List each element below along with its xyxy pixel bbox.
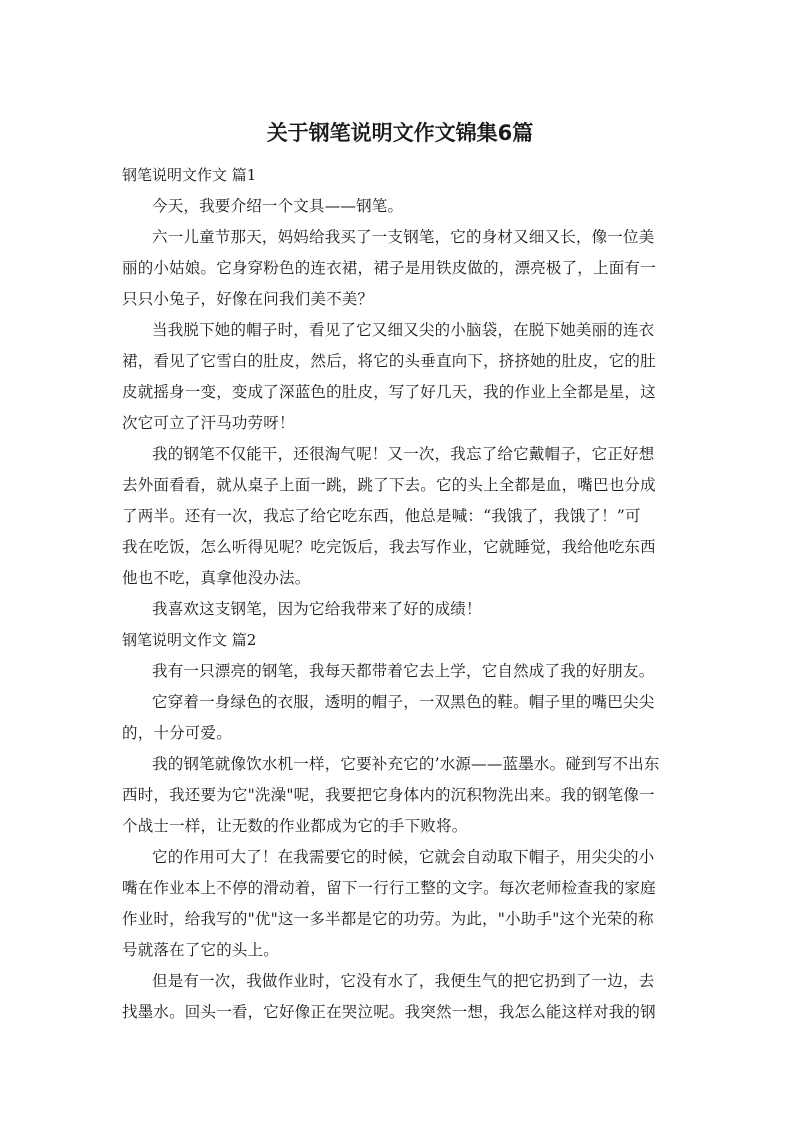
paragraph-line: 次它可立了汗马功劳呀！ bbox=[122, 414, 295, 432]
section-heading: 钢笔说明文作文 篇1 bbox=[122, 166, 257, 184]
paragraph-line: 但是有一次，我做作业时，它没有水了，我便生气的把它扔到了一边，去 bbox=[152, 972, 655, 990]
paragraph-line: 个战士一样，让无数的作业都成为它的手下败将。 bbox=[122, 817, 468, 835]
paragraph bbox=[122, 191, 678, 222]
paragraph-line: 了两半。还有一次，我忘了给它吃东西，他总是喊：“我饿了，我饿了！”可 bbox=[122, 507, 641, 525]
page-title: 关于钢笔说明文作文锦集6篇 bbox=[266, 121, 534, 145]
paragraph-line: 我喜欢这支钢笔，因为它给我带来了好的成绩！ bbox=[152, 600, 482, 618]
paragraph-line: 我的钢笔不仅能干，还很淘气呢！又一次，我忘了给它戴帽子，它正好想 bbox=[152, 445, 655, 463]
paragraph bbox=[122, 687, 678, 749]
paragraph bbox=[122, 315, 678, 439]
paragraph-line: 西时，我还要为它"洗澡"呢，我要把它身体内的沉积物洗出来。我的钢笔像一 bbox=[122, 786, 655, 804]
paragraph-line: 嘴在作业本上不停的滑动着，留下一行行工整的文字。每次老师检查我的家庭 bbox=[122, 879, 656, 897]
paragraph-line: 当我脱下她的帽子时，看见了它又细又尖的小脑袋，在脱下她美丽的连衣 bbox=[152, 321, 655, 339]
paragraph-line: 号就落在了它的头上。 bbox=[122, 941, 280, 959]
paragraph-line: 只只小兔子，好像在问我们美不美？ bbox=[122, 290, 374, 308]
paragraph-line: 我有一只漂亮的钢笔，我每天都带着它去上学，它自然成了我的好朋友。 bbox=[152, 662, 655, 680]
paragraph bbox=[122, 842, 678, 966]
paragraph-line: 的，十分可爱。 bbox=[122, 724, 232, 742]
paragraph-line: 今天，我要介绍一个文具——钢笔。 bbox=[152, 197, 404, 215]
paragraph-line: 皮就摇身一变，变成了深蓝色的肚皮，写了好几天，我的作业上全都是星，这 bbox=[122, 383, 656, 401]
paragraph bbox=[122, 439, 678, 594]
paragraph-line: 我在吃饭，怎么听得见呢？吃完饭后，我去写作业，它就睡觉，我给他吃东西 bbox=[122, 538, 656, 556]
paragraph-line: 它穿着一身绿色的衣服，透明的帽子，一双黑色的鞋。帽子里的嘴巴尖尖 bbox=[152, 693, 655, 711]
paragraph-line: 它的作用可大了！在我需要它的时候，它就会自动取下帽子，用尖尖的小 bbox=[152, 848, 655, 866]
paragraph-line: 去外面看看，就从桌子上面一跳，跳了下去。它的头上全都是血，嘴巴也分成 bbox=[122, 476, 656, 494]
paragraph-line: 丽的小姑娘。它身穿粉色的连衣裙，裙子是用铁皮做的，漂亮极了，上面有一 bbox=[122, 259, 656, 277]
paragraph-line: 我的钢笔就像饮水机一样，它要补充它的’水源——蓝墨水。碰到写不出东 bbox=[152, 755, 660, 773]
paragraph-line: 他也不吃，真拿他没办法。 bbox=[122, 569, 311, 587]
paragraph-line: 找墨水。回头一看，它好像正在哭泣呢。我突然一想，我怎么能这样对我的钢 bbox=[122, 1003, 656, 1021]
paragraph-line: 裙，看见了它雪白的肚皮，然后，将它的头垂直向下，挤挤她的肚皮，它的肚 bbox=[122, 352, 656, 370]
paragraph bbox=[122, 749, 678, 842]
paragraph-line: 作业时，给我写的"优"这一多半都是它的功劳。为此，"小助手"这个光荣的称 bbox=[122, 910, 654, 928]
paragraph-line: 六一儿童节那天，妈妈给我买了一支钢笔，它的身材又细又长，像一位美 bbox=[152, 228, 655, 246]
paragraph bbox=[122, 594, 678, 625]
paragraph bbox=[122, 656, 678, 687]
paragraph bbox=[122, 966, 678, 1028]
section-heading: 钢笔说明文作文 篇2 bbox=[122, 631, 257, 649]
paragraph bbox=[122, 222, 678, 315]
document-body bbox=[122, 160, 678, 1028]
